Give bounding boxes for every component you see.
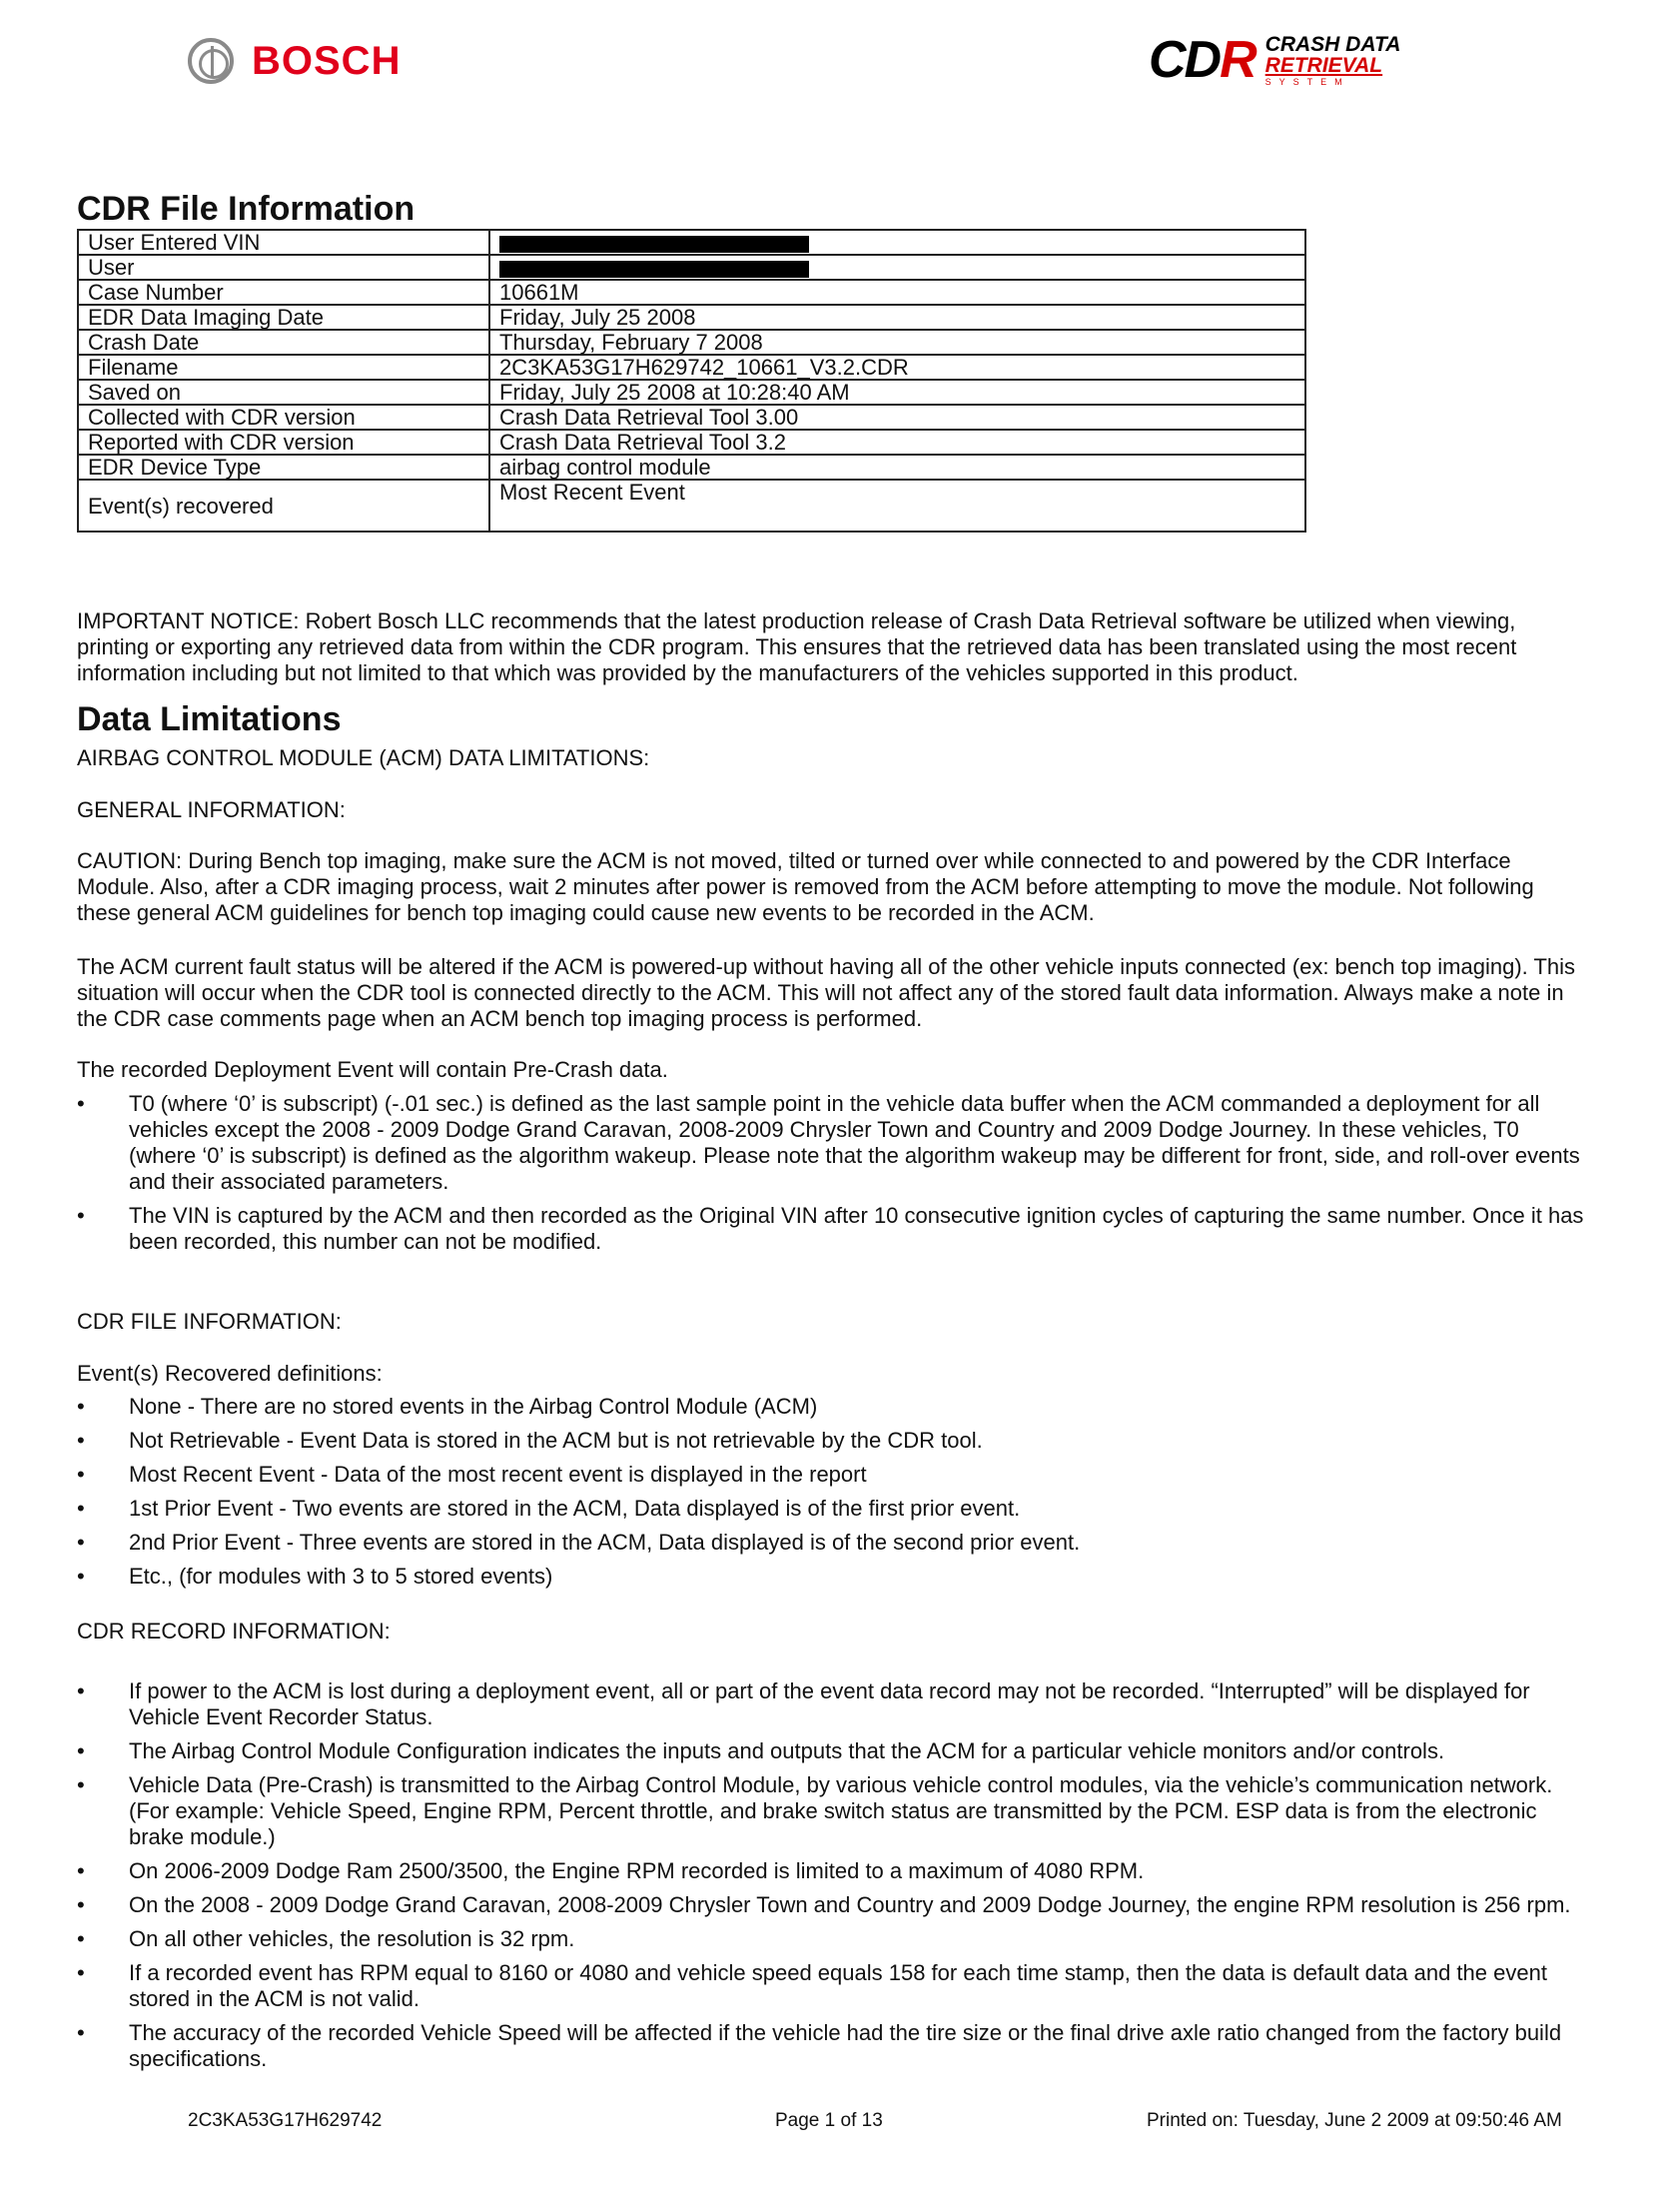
cdr-logo <box>1149 30 1400 90</box>
cdr-file-info-heading: CDR FILE INFORMATION: <box>77 1309 342 1334</box>
fault-status-paragraph: The ACM current fault status will be altered if the ACM is powered-up without having all of the other vehicle inputs connected (ex: bench top imaging). This situation will occur when the CDR tool is connected directly to the ACM. This will not affect any of the stored fault data information. Always make a note in the CDR case comments page when an ACM bench top imaging process is performed. <box>77 954 1576 1031</box>
table-cell-label: EDR Data Imaging Date <box>78 305 489 330</box>
list-item: • Not Retrievable - Event Data is stored in the ACM but is not retrievable by the CDR tool. <box>77 1428 983 1453</box>
redaction-bar <box>499 236 809 253</box>
table-cell-label: Saved on <box>78 380 489 405</box>
footer-page-number: Page 1 of 13 <box>775 2110 883 2131</box>
table-cell-value: 10661M <box>489 280 1305 305</box>
deployment-paragraph: The recorded Deployment Event will contain Pre-Crash data. <box>77 1057 668 1082</box>
list-item: • If a recorded event has RPM equal to 8160 or 4080 and vehicle speed equals 158 for each time stamp, then the data is default data and the event stored in the ACM is not valid. <box>77 1960 1547 2011</box>
table-cell-label: Filename <box>78 355 489 380</box>
general-info-heading: GENERAL INFORMATION: <box>77 797 346 822</box>
table-cell-value: airbag control module <box>489 455 1305 480</box>
bosch-wordmark: BOSCH <box>252 38 402 83</box>
list-item: • T0 (where ‘0’ is subscript) (-.01 sec.) is defined as the last sample point in the vehicle data buffer when the ACM commanded a deployment for all vehicles except the 2008 - 2009 Dodge Grand Caravan, 2008-2009 Chrysler Town and Country and 2009 Dodge Journey. In these vehicles, T0 (where ‘0’ is subscript) is defined as the algorithm wakeup. Please note that the algorithm wakeup may be different for front, side, and roll-over events and their associated parameters. <box>77 1091 1580 1194</box>
cdr-record-info-heading: CDR RECORD INFORMATION: <box>77 1619 391 1644</box>
acm-limitations-subtitle: AIRBAG CONTROL MODULE (ACM) DATA LIMITATIONS: <box>77 745 650 770</box>
list-item: • If power to the ACM is lost during a deployment event, all or part of the event data record may not be recorded. “Interrupted” will be displayed for Vehicle Event Recorder Status. <box>77 1678 1530 1729</box>
record-info-bullets <box>77 1678 1590 2080</box>
table-cell-value: Friday, July 25 2008 at 10:28:40 AM <box>489 380 1305 405</box>
table-row <box>78 480 1305 532</box>
table-cell-value: Crash Data Retrieval Tool 3.2 <box>489 430 1305 455</box>
cdr-logo-line1: CRASH DATA <box>1264 32 1401 56</box>
footer-vin: 2C3KA53G17H629742 <box>188 2110 383 2131</box>
table-row <box>78 355 1305 380</box>
file-info-title: CDR File Information <box>77 190 416 228</box>
table-row <box>78 255 1305 280</box>
table-cell-label: EDR Device Type <box>78 455 489 480</box>
table-cell-value <box>489 255 1305 280</box>
bosch-emblem-icon <box>188 38 234 84</box>
table-row <box>78 405 1305 430</box>
table-cell-label: User <box>78 255 489 280</box>
footer-printed-on: Printed on: Tuesday, June 2 2009 at 09:50:46 AM <box>1147 2110 1562 2131</box>
general-bullets <box>77 1091 1590 1263</box>
list-item: • Vehicle Data (Pre-Crash) is transmitted to the Airbag Control Module, by various vehicle control modules, via the vehicle’s communication network. (For example: Vehicle Speed, Engine RPM, Percent throttle, and brake switch status are transmitted by the PCM. ESP data is from the electronic brake module.) <box>77 1772 1553 1849</box>
table-cell-value: Friday, July 25 2008 <box>489 305 1305 330</box>
table-cell-label: User Entered VIN <box>78 230 489 255</box>
important-notice: IMPORTANT NOTICE: Robert Bosch LLC recommends that the latest production release of Crash Data Retrieval software be utilized when viewing, printing or exporting any retrieved data from within the CDR program. This ensures that the retrieved data has been translated using the most recent information including but not limited to that which was provided by the manufacturers of the vehicles supported in this product. <box>77 608 1517 685</box>
table-row <box>78 330 1305 355</box>
table-cell-value <box>489 230 1305 255</box>
table-row <box>78 380 1305 405</box>
table-row <box>78 305 1305 330</box>
event-definition-bullets <box>77 1394 1590 1598</box>
list-item: • Etc., (for modules with 3 to 5 stored events) <box>77 1564 553 1589</box>
cdr-logo-line3: SYSTEM <box>1264 76 1350 87</box>
list-item: • The accuracy of the recorded Vehicle Speed will be affected if the vehicle had the tire size or the final drive axle ratio changed from the factory build specifications. <box>77 2020 1562 2071</box>
events-definitions-heading: Event(s) Recovered definitions: <box>77 1361 383 1386</box>
table-row <box>78 430 1305 455</box>
table-cell-label: Collected with CDR version <box>78 405 489 430</box>
list-item: • The VIN is captured by the ACM and then recorded as the Original VIN after 10 consecutive ignition cycles of capturing the same number. Once it has been recorded, this number can not be modified. <box>77 1203 1584 1254</box>
table-cell-value: 2C3KA53G17H629742_10661_V3.2.CDR <box>489 355 1305 380</box>
list-item: • On the 2008 - 2009 Dodge Grand Caravan, 2008-2009 Chrysler Town and Country and 2009 Dodge Journey, the engine RPM resolution is 256 rpm. <box>77 1892 1571 1917</box>
file-info-table <box>77 229 1306 533</box>
list-item: • 1st Prior Event - Two events are stored in the ACM, Data displayed is of the first prior event. <box>77 1496 1021 1521</box>
table-cell-label: Case Number <box>78 280 489 305</box>
list-item: • On 2006-2009 Dodge Ram 2500/3500, the Engine RPM recorded is limited to a maximum of 4080 RPM. <box>77 1858 1145 1883</box>
cdr-logo-words <box>1265 34 1401 87</box>
list-item: • On all other vehicles, the resolution is 32 rpm. <box>77 1926 575 1951</box>
list-item: • The Airbag Control Module Configuration indicates the inputs and outputs that the ACM for a particular vehicle monitors and/or controls. <box>77 1738 1445 1763</box>
caution-paragraph: CAUTION: During Bench top imaging, make sure the ACM is not moved, tilted or turned over while connected to and powered by the CDR Interface Module. Also, after a CDR imaging process, wait 2 minutes after power is removed from the ACM before attempting to move the module. Not following these general ACM guidelines for bench top imaging could cause new events to be recorded in the ACM. <box>77 848 1534 925</box>
list-item: • None - There are no stored events in the Airbag Control Module (ACM) <box>77 1394 818 1419</box>
list-item: • 2nd Prior Event - Three events are stored in the ACM, Data displayed is of the second prior event. <box>77 1530 1081 1555</box>
table-cell-label: Event(s) recovered <box>78 480 489 532</box>
redaction-bar <box>499 261 809 278</box>
table-cell-value: Thursday, February 7 2008 <box>489 330 1305 355</box>
table-row <box>78 455 1305 480</box>
list-item: • Most Recent Event - Data of the most recent event is displayed in the report <box>77 1462 867 1487</box>
table-cell-value: Crash Data Retrieval Tool 3.00 <box>489 405 1305 430</box>
table-row <box>78 280 1305 305</box>
data-limitations-title: Data Limitations <box>77 700 342 738</box>
cdr-logo-line2: RETRIEVAL <box>1264 53 1383 77</box>
bosch-logo <box>188 36 401 86</box>
table-row <box>78 230 1305 255</box>
cdr-logo-mark: CDR <box>1149 31 1256 89</box>
table-cell-value: Most Recent Event <box>489 480 1305 532</box>
table-cell-label: Crash Date <box>78 330 489 355</box>
table-cell-label: Reported with CDR version <box>78 430 489 455</box>
